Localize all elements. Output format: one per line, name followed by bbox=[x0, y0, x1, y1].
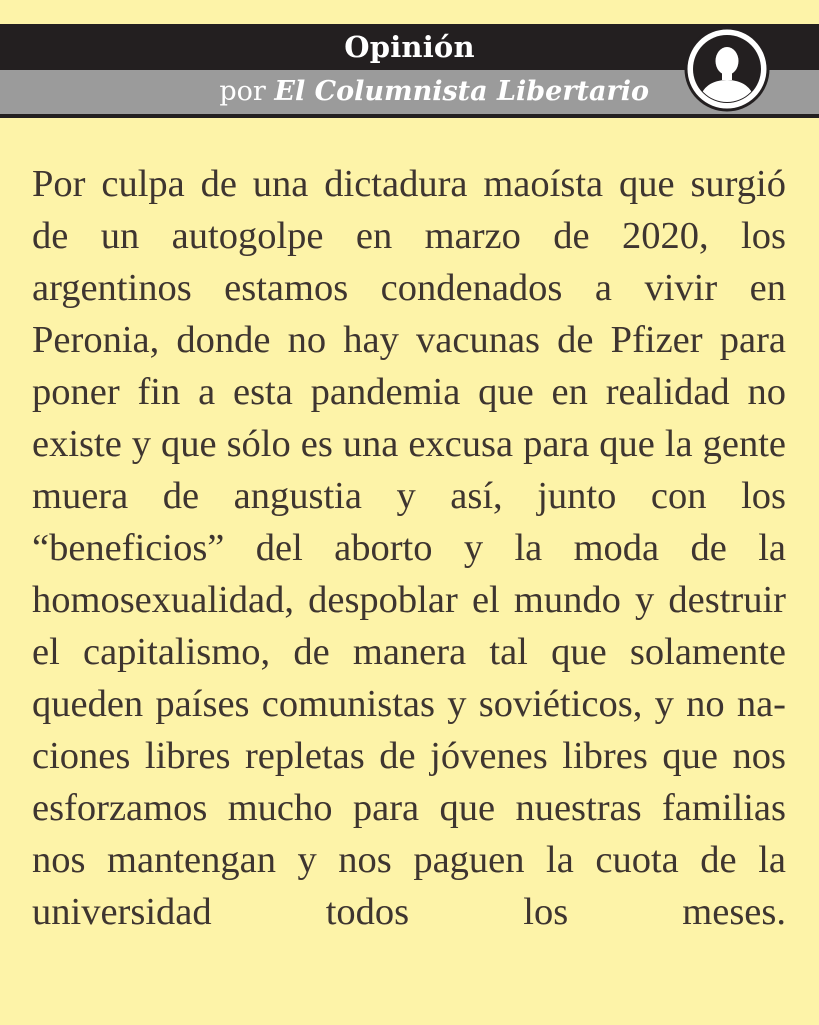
byline-author: El Columnista Libertario bbox=[274, 76, 649, 107]
byline-prefix: por bbox=[219, 76, 266, 107]
byline bbox=[219, 70, 649, 114]
user-silhouette-icon bbox=[684, 26, 770, 112]
article-body: Por culpa de una dictadura maoísta que surgió de un autogolpe en marzo de 2020, los argentinos estamos condenados a vivir en Peronia, donde no hay vacunas de Pfizer para poner fin a esta pandemia que en realidad no existe y que sólo es una excusa para que la gente muera de angustia y así, junto con los “beneficios” del aborto y la moda de la homosexualidad, despoblar el mundo y destruir el capitalismo, de manera tal que solamente queden países comunistas y soviéticos, y no naciones libres repletas de jóvenes libres que nos esforzamos mucho para que nuestras familias nos mantengan y nos paguen la cuota de la universidad todos los meses. bbox=[32, 163, 786, 933]
header-divider bbox=[0, 114, 819, 118]
section-title: Opinión bbox=[344, 30, 475, 64]
